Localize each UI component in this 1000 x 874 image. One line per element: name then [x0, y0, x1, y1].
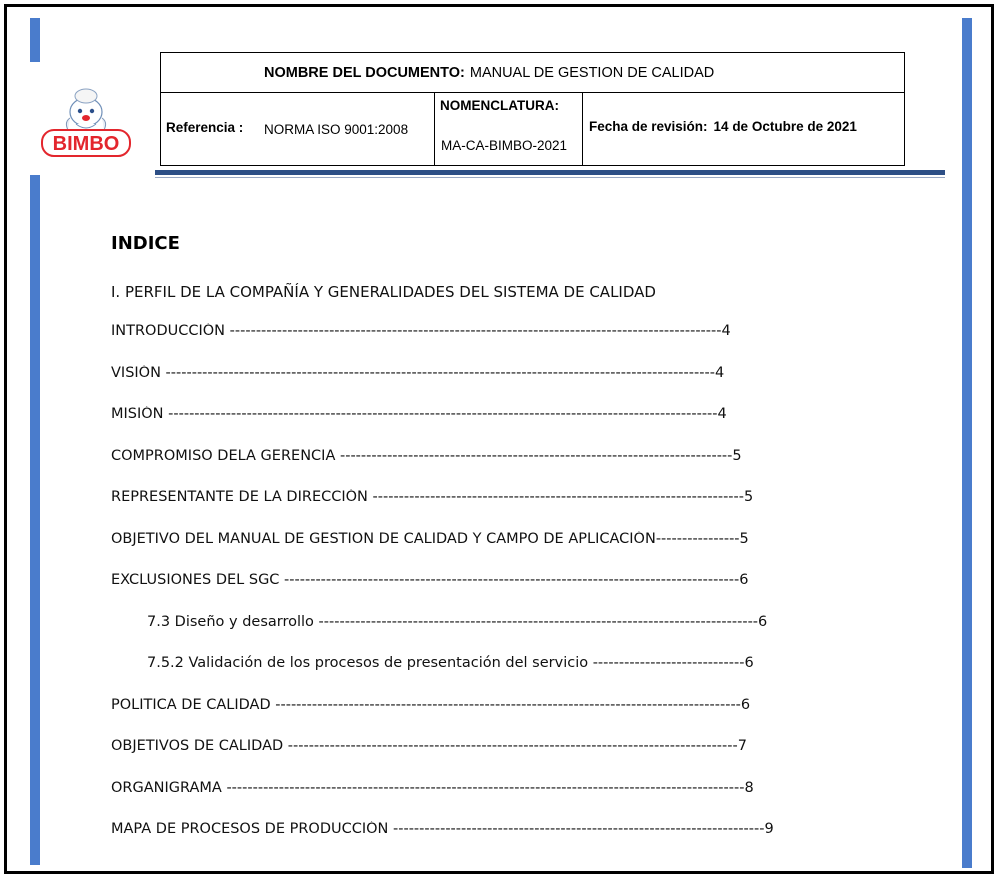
toc-entry-page: 4 [714, 364, 725, 381]
referencia-value: NORMA ISO 9001:2008 [264, 122, 409, 137]
toc-entry [111, 821, 880, 841]
nomenclatura-value: MA-CA-BIMBO-2021 [441, 138, 568, 153]
toc-title: INDICE [111, 233, 180, 254]
toc-entry-leader: ----------------------------- [588, 655, 745, 671]
toc-entry-text: MAPA DE PROCESOS DE PRODUCCIÓN [111, 821, 389, 837]
toc-entry [111, 780, 880, 800]
toc-entry-leader: ---------------- [655, 530, 740, 547]
document-name-label: NOMBRE DEL DOCUMENTO: [264, 64, 465, 81]
toc-entry-page: 4 [721, 323, 731, 339]
toc-entry-leader: ------------------------------------------------------------------------------------ [313, 613, 759, 630]
toc-entry-leader: -------------------------------------------------------------------------------------- [283, 738, 738, 754]
toc-entry-page: 4 [717, 406, 727, 422]
toc-entry-text: OBJETIVOS DE CALIDAD [111, 738, 284, 754]
fecha-label: Fecha de revisión: [589, 119, 708, 134]
toc-entry-page: 9 [764, 821, 774, 837]
nomenclatura-label: NOMENCLATURA: [440, 98, 559, 113]
toc-entry-page: 5 [739, 530, 749, 547]
toc-entry [147, 614, 880, 634]
toc-entry-text: ORGANIGRAMA [111, 779, 222, 796]
toc-entry-text: 7.3 Diseño y desarrollo [147, 613, 314, 630]
toc-entry [111, 323, 880, 343]
toc-entry-text: INTRODUCCIÓN [111, 323, 226, 339]
bimbo-logo [36, 78, 136, 164]
toc-entry-text: MISIÓN [111, 406, 164, 422]
toc-entry-text: EXCLUSIONES DEL SGC [111, 572, 280, 588]
toc-entry-page: 6 [740, 696, 751, 713]
toc-entry-leader: ----------------------------------------------------------------------------------------- [270, 696, 741, 713]
toc-entry-page: 5 [732, 447, 742, 464]
toc-entry-leader: --------------------------------------------------------------------------------------------------- [221, 779, 745, 796]
nomenclatura-cell [435, 93, 583, 165]
document-name-row [161, 53, 904, 93]
toc-entry [111, 365, 880, 385]
toc-entry [111, 489, 880, 509]
left-accent-bar-bottom [30, 175, 40, 865]
referencia-label: Referencia : [166, 120, 244, 135]
toc-entry-page: 6 [758, 613, 768, 630]
fecha-value: 14 de Octubre de 2021 [713, 119, 857, 134]
toc-entry [111, 738, 880, 758]
toc-entry-page: 6 [744, 655, 754, 671]
toc-entry [111, 531, 880, 551]
fecha-cell [583, 93, 904, 165]
toc-entry-page: 8 [744, 779, 754, 796]
toc-entry-text: COMPROMISO DELA GERENCIA [111, 447, 336, 464]
toc-entry-leader: --------------------------------------------------------------------------------------- [279, 572, 740, 588]
right-accent-bar [962, 18, 972, 868]
toc-entry-leader: --------------------------------------------------------------------------------------------------------- [163, 406, 718, 422]
toc-entry-leader: ----------------------------------------------------------------------- [367, 489, 744, 505]
toc-entry-leader: --------------------------------------------------------------------------------------------------------- [160, 364, 715, 381]
referencia-cell [161, 93, 435, 165]
document-header-table [160, 52, 905, 166]
toc-entry-page: 5 [744, 489, 754, 505]
toc-entry-leader: --------------------------------------------------------------------------- [335, 447, 733, 464]
toc-entry-text: REPRESENTANTE DE LA DIRECCIÓN [111, 489, 368, 505]
toc-section-heading: I. PERFIL DE LA COMPAÑÍA Y GENERALIDADES DEL SISTEMA DE CALIDAD [111, 283, 656, 301]
left-accent-bar-top [30, 18, 40, 62]
toc-entry-text: VISIÓN [111, 364, 161, 381]
document-name-value: MANUAL DE GESTION DE CALIDAD [469, 64, 715, 81]
toc-entry [111, 406, 880, 426]
toc-entry-leader: ----------------------------------------------------------------------- [388, 821, 765, 837]
toc-entry [111, 448, 880, 468]
toc-entry-text: OBJETIVO DEL MANUAL DE GESTION DE CALIDAD Y CAMPO DE APLICACIÓN [111, 530, 656, 547]
toc-entry-page: 7 [737, 738, 747, 754]
toc-entry [147, 655, 880, 675]
toc-entry-page: 6 [739, 572, 749, 588]
toc-entry [111, 572, 880, 592]
toc-entry-leader: ---------------------------------------------------------------------------------------------- [225, 323, 722, 339]
header-underline-thin [155, 177, 945, 178]
toc-entry-text: 7.5.2 Validación de los procesos de presentación del servicio [147, 655, 589, 671]
logo-wordmark: BIMBO [52, 133, 120, 155]
toc-entry [111, 697, 880, 717]
header-underline [155, 170, 945, 175]
toc-entry-text: POLITICA DE CALIDAD [111, 696, 271, 713]
